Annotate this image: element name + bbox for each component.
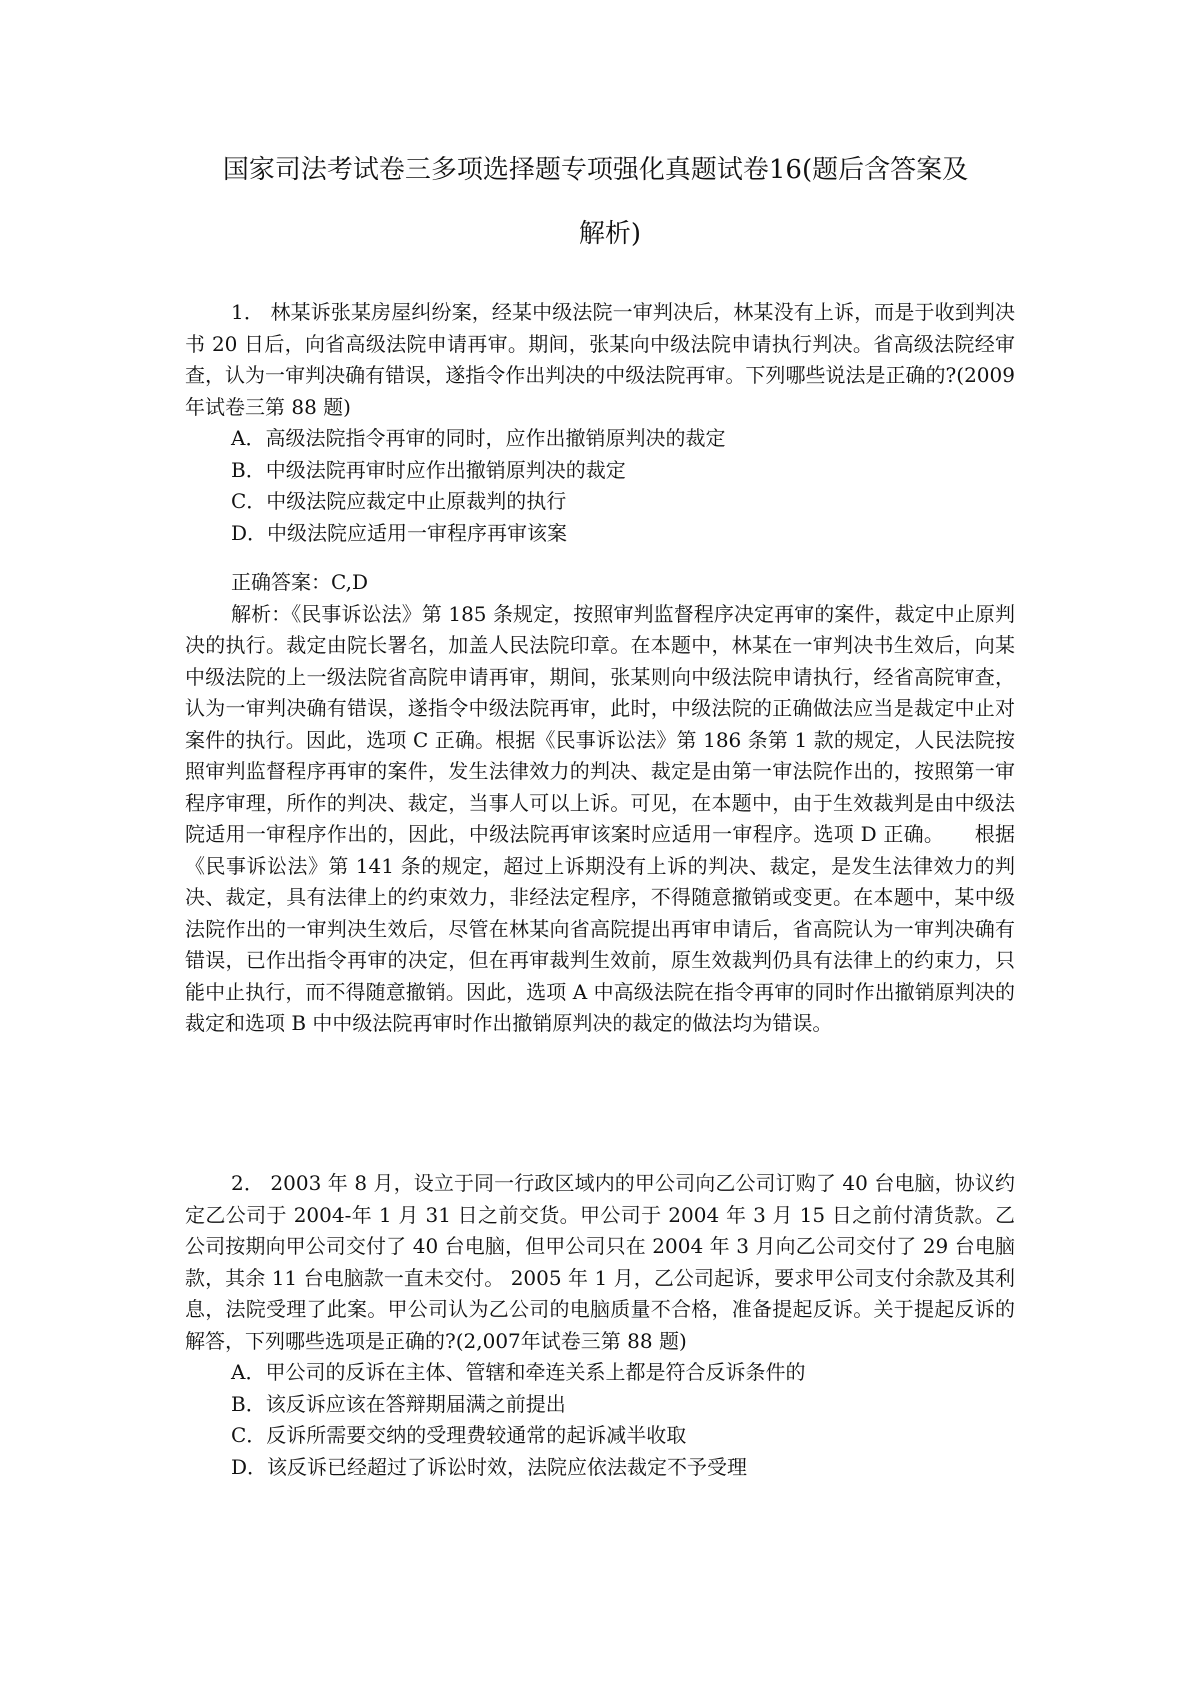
question-1-stem: 1． 林某诉张某房屋纠纷案，经某中级法院一审判决后，林某没有上诉，而是于收到判决书 20 日后，向省高级法院申请再审。期间，张某向中级法院申请执行判决。省高级法院经审查，认为一审判决确有错误，遂指令作出判决的中级法院再审。下列哪些说法是正确的?(2009年试卷三第 88 题) [185,300,1015,419]
question-2 [185,1168,1015,1483]
question-1 [185,297,1015,549]
question-1-option-c: C．中级法院应裁定中止原裁判的执行 [231,489,567,513]
question-2-stem: 2． 2003 年 8 月，设立于同一行政区域内的甲公司向乙公司订购了 40 台电脑，协议约定乙公司于 2004-年 1 月 31 日之前交货。甲公司于 2004 年 3 月 15 日之前付清货款。乙公司按期向甲公司交付了 40 台电脑，但甲公司只在 2004 年 3 月向乙公司交付了 29 台电脑款，其余 11 台电脑款一直未交付。 2005 年 1 月，乙公司起诉，要求甲公司支付余款及其利息，法院受理了此案。甲公司认为乙公司的电脑质量不合格，准备提起反诉。关于提起反诉的解答，下列哪些选项是正确的?(2,007年试卷三第 88 题) [185,1171,1015,1353]
question-1-answer-section [185,567,1015,1040]
question-1-option-a: A．高级法院指令再审的同时，应作出撤销原判决的裁定 [231,426,726,450]
document-title-line2: 解析) [578,219,642,249]
question-2-option-b: B．该反诉应该在答辩期届满之前提出 [231,1391,566,1416]
question-1-option-b: B．中级法院再审时应作出撤销原判决的裁定 [231,457,626,482]
question-2-option-d: D．该反诉已经超过了诉讼时效，法院应依法裁定不予受理 [231,1454,748,1479]
question-1-answer: 正确答案：C,D [231,570,368,594]
question-2-option-a: A．甲公司的反诉在主体、管辖和牵连关系上都是符合反诉条件的 [231,1360,806,1384]
question-1-option-d: D．中级法院应适用一审程序再审该案 [231,520,568,545]
question-2-option-c: C．反诉所需要交纳的受理费较通常的起诉减半收取 [231,1423,687,1447]
document-title-line1: 国家司法考试卷三多项选择题专项强化真题试卷16(题后含答案及 [222,155,969,185]
question-1-analysis: 解析：《民事诉讼法》第 185 条规定，按照审判监督程序决定再审的案件，裁定中止原判决的执行。裁定由院长署名，加盖人民法院印章。在本题中，林某在一审判决书生效后，向某中级法院的上一级法院省高院申请再审，期间，张某则向中级法院申请执行，经省高院审查，认为一审判决确有错误，遂指令中级法院再审，此时，中级法院的正确做法应当是裁定中止对案件的执行。因此，选项 C 正确。根据《民事诉讼法》第 186 条第 1 款的规定，人民法院按照审判监督程序再审的案件，发生法律效力的判决、裁定是由第一审法院作出的，按照第一审程序审理，所作的判决、裁定，当事人可以上诉。可见，在本题中，由于生效裁判是由中级法院适用一审程序作出的，因此，中级法院再审该案时应适用一审程序。选项 D 正确。 根据《民事诉讼法》第 141 条的规定，超过上诉期没有上诉的判决、裁定，是发生法律效力的判决、裁定，具有法律上的约束效力，非经法定程序，不得随意撤销或变更。在本题中，某中级法院作出的一审判决生效后，尽管在林某向省高院提出再审申请后，省高院认为一审判决确有错误，已作出指令再审的决定，但在再审裁判生效前，原生效裁判仍具有法律上的约束力，只能中止执行，而不得随意撤销。因此，选项 A 中高级法院在指令再审的同时作出撤销原判决的裁定和选项 B 中中级法院再审时作出撤销原判决的裁定的做法均为错误。 [185,601,1015,1035]
